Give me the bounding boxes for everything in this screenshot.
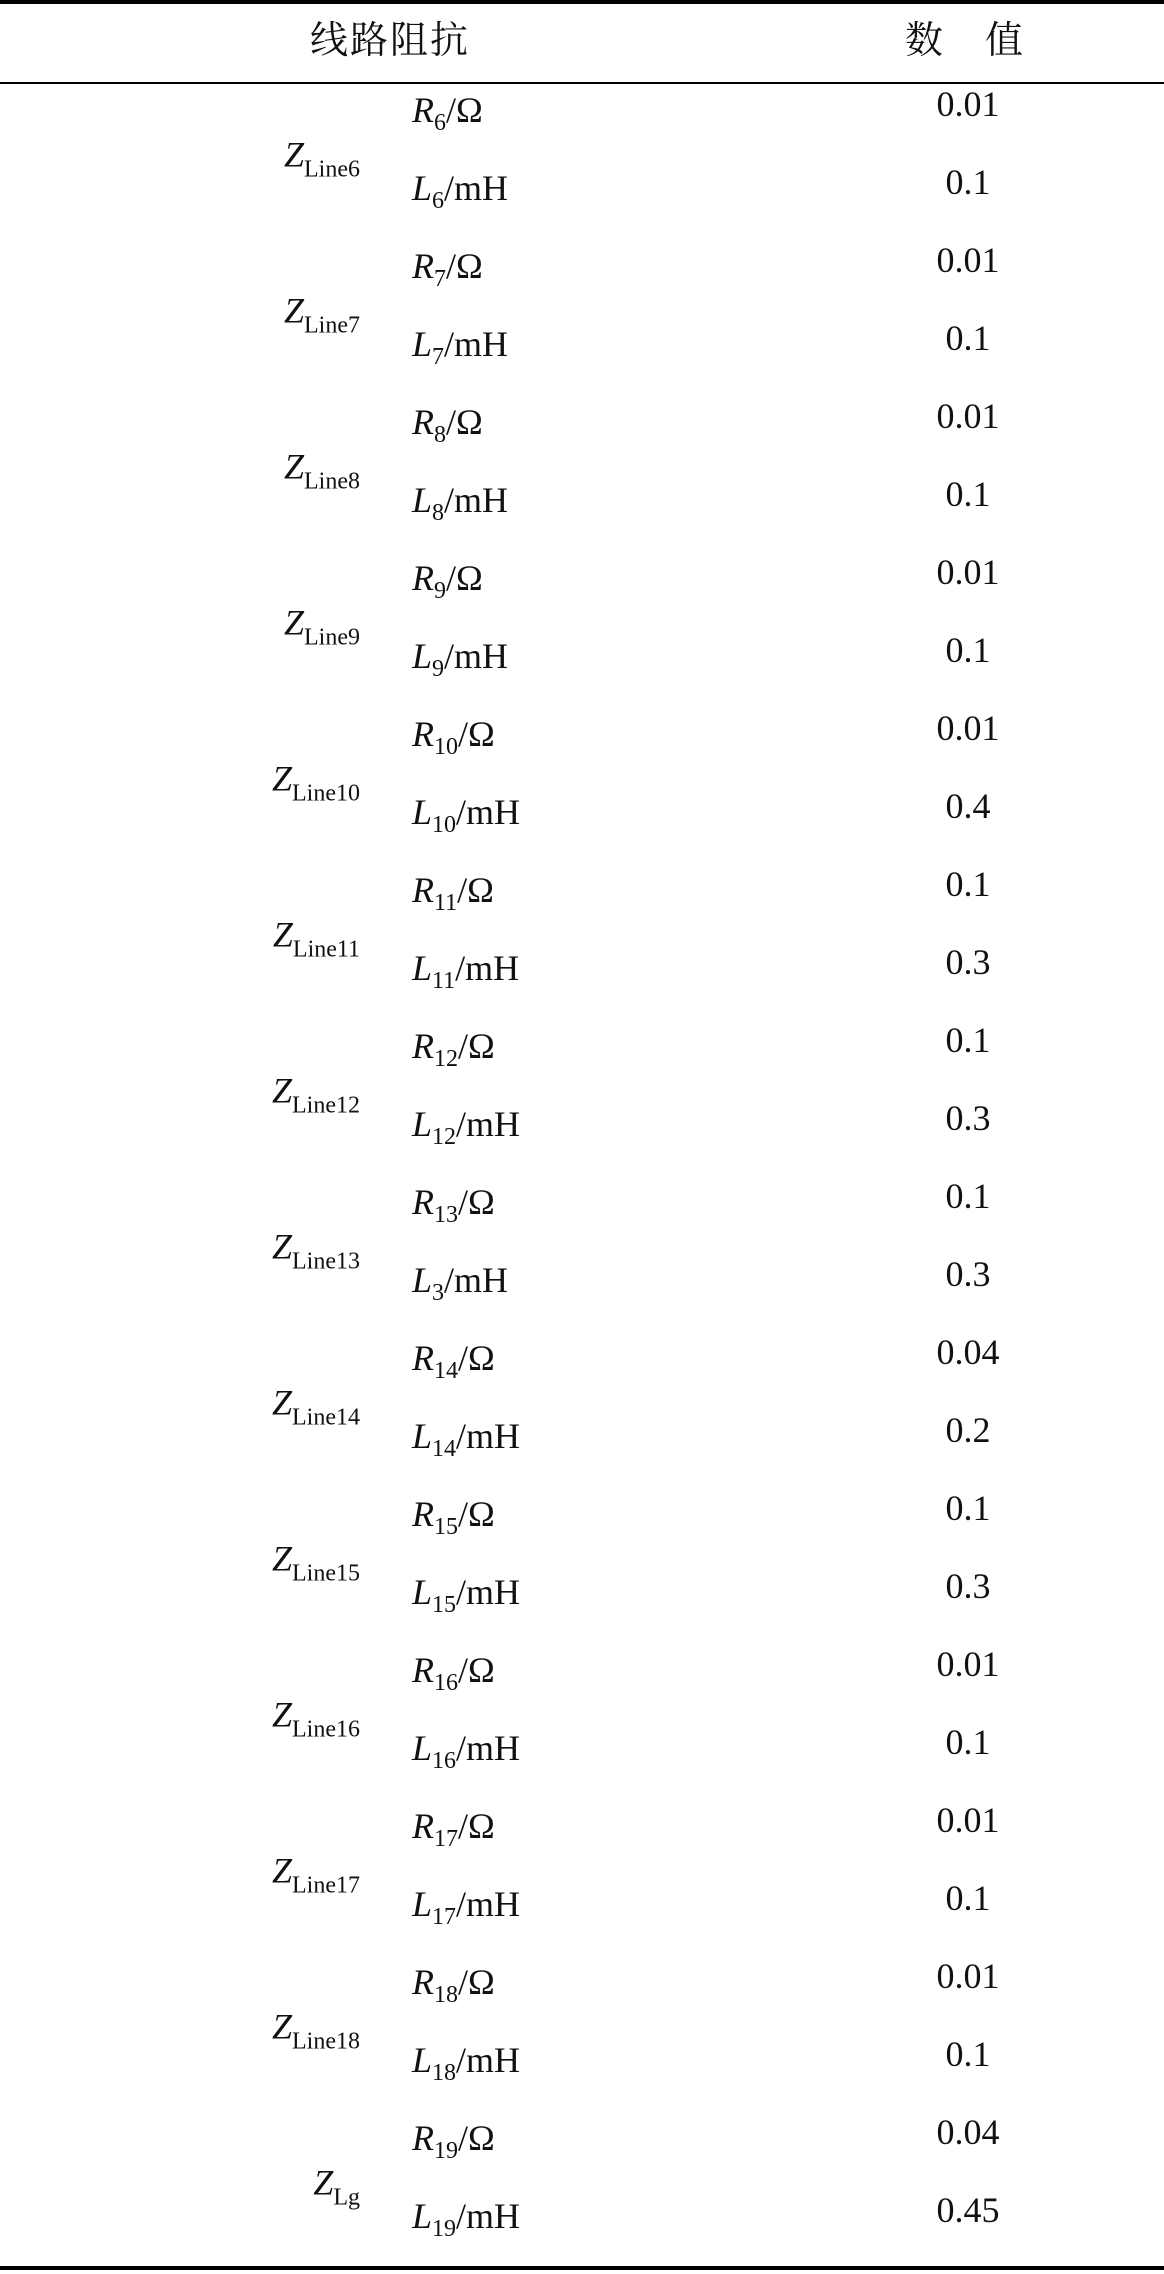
inductance-unit: /mH xyxy=(444,324,509,364)
line-impedance-label xyxy=(0,1383,360,1438)
inductance-symbol: L xyxy=(412,2196,433,2236)
resistance-symbol: R xyxy=(412,90,434,130)
table-row-group xyxy=(0,1956,1164,2112)
line-impedance-label xyxy=(0,447,360,502)
inductance-unit: /mH xyxy=(456,1572,521,1612)
inductance-subscript: 18 xyxy=(432,2060,457,2086)
table-row-group xyxy=(0,1176,1164,1332)
impedance-symbol: Z xyxy=(271,1070,293,1111)
inductance-unit: /mH xyxy=(456,1728,521,1768)
resistance-param xyxy=(412,246,712,299)
line-subscript: Line14 xyxy=(292,1404,360,1431)
impedance-symbol: Z xyxy=(271,758,293,799)
inductance-value: 0.1 xyxy=(945,318,991,358)
resistance-subscript: 16 xyxy=(434,1670,458,1696)
inductance-param xyxy=(412,1260,712,1313)
table-header xyxy=(0,0,1164,82)
resistance-subscript: 19 xyxy=(434,2138,458,2164)
line-subscript: Line9 xyxy=(304,624,360,651)
inductance-param xyxy=(412,2196,712,2249)
resistance-symbol: R xyxy=(412,1806,434,1846)
resistance-symbol: R xyxy=(412,1494,434,1534)
inductance-symbol: L xyxy=(412,480,433,520)
table-row-group xyxy=(0,1020,1164,1176)
inductance-symbol: L xyxy=(412,948,433,988)
inductance-symbol: L xyxy=(412,324,433,364)
resistance-value: 0.1 xyxy=(945,1020,991,1060)
line-impedance-label xyxy=(0,603,360,658)
resistance-subscript: 9 xyxy=(434,578,446,604)
inductance-param xyxy=(412,1104,712,1157)
inductance-value: 0.1 xyxy=(945,1722,991,1762)
impedance-symbol: Z xyxy=(271,1694,293,1735)
line-subscript: Line13 xyxy=(292,1248,360,1275)
inductance-subscript: 10 xyxy=(432,812,457,838)
inductance-symbol: L xyxy=(412,1416,433,1456)
table-row-group xyxy=(0,1332,1164,1488)
inductance-param xyxy=(412,168,712,221)
line-subscript: Lg xyxy=(333,2184,360,2211)
resistance-value: 0.04 xyxy=(936,1332,1000,1372)
inductance-value: 0.1 xyxy=(945,630,991,670)
resistance-param xyxy=(412,402,712,455)
impedance-symbol: Z xyxy=(271,2006,293,2047)
resistance-subscript: 10 xyxy=(434,734,458,760)
inductance-param xyxy=(412,324,712,377)
resistance-subscript: 15 xyxy=(434,1514,458,1540)
inductance-symbol: L xyxy=(412,2040,433,2080)
line-subscript: Line16 xyxy=(292,1716,360,1743)
resistance-symbol: R xyxy=(412,870,434,910)
table-row-group xyxy=(0,864,1164,1020)
resistance-unit: /Ω xyxy=(458,1338,495,1378)
table-bottom-rule xyxy=(0,2266,1164,2270)
line-subscript: Line6 xyxy=(304,156,360,183)
line-subscript: Line18 xyxy=(292,2028,360,2055)
resistance-unit: /Ω xyxy=(458,1650,495,1690)
resistance-unit: /Ω xyxy=(446,402,483,442)
resistance-subscript: 13 xyxy=(434,1202,458,1228)
inductance-unit: /mH xyxy=(444,1260,509,1300)
line-impedance-label xyxy=(0,2007,360,2062)
resistance-unit: /Ω xyxy=(458,1806,495,1846)
inductance-unit: /mH xyxy=(456,792,521,832)
resistance-subscript: 7 xyxy=(434,266,446,292)
resistance-param xyxy=(412,1962,712,2015)
table-row-group xyxy=(0,2112,1164,2268)
inductance-unit: /mH xyxy=(456,2040,521,2080)
resistance-unit: /Ω xyxy=(458,714,495,754)
line-impedance-label xyxy=(0,759,360,814)
resistance-subscript: 8 xyxy=(434,422,446,448)
table-row-group xyxy=(0,708,1164,864)
resistance-subscript: 18 xyxy=(434,1982,458,2008)
inductance-subscript: 19 xyxy=(432,2216,457,2242)
resistance-param xyxy=(412,2118,712,2171)
header-line-impedance: 线路阻抗 xyxy=(309,20,470,62)
inductance-param xyxy=(412,480,712,533)
table-row-group xyxy=(0,1800,1164,1956)
line-impedance-label xyxy=(0,1851,360,1906)
impedance-symbol: Z xyxy=(271,1850,293,1891)
resistance-symbol: R xyxy=(412,558,434,598)
resistance-symbol: R xyxy=(412,1026,434,1066)
resistance-subscript: 14 xyxy=(434,1358,458,1384)
impedance-symbol: Z xyxy=(283,602,305,643)
header-value: 数 值 xyxy=(904,20,1025,62)
impedance-symbol: Z xyxy=(313,2162,334,2203)
line-subscript: Line12 xyxy=(292,1092,360,1119)
line-subscript: Line8 xyxy=(304,468,360,495)
inductance-param xyxy=(412,2040,712,2093)
inductance-unit: /mH xyxy=(456,1416,521,1456)
resistance-unit: /Ω xyxy=(457,870,494,910)
resistance-unit: /Ω xyxy=(458,1026,495,1066)
resistance-param xyxy=(412,558,712,611)
line-impedance-label xyxy=(0,135,360,190)
table-row-group xyxy=(0,240,1164,396)
inductance-param xyxy=(412,636,712,689)
inductance-value: 0.3 xyxy=(945,942,991,982)
line-subscript: Line10 xyxy=(292,780,360,807)
table-row-group xyxy=(0,1488,1164,1644)
inductance-subscript: 6 xyxy=(432,188,445,214)
resistance-symbol: R xyxy=(412,1962,434,2002)
resistance-param xyxy=(412,870,712,923)
inductance-param xyxy=(412,792,712,845)
inductance-symbol: L xyxy=(412,1572,433,1612)
resistance-value: 0.1 xyxy=(945,864,991,904)
resistance-symbol: R xyxy=(412,1182,434,1222)
resistance-unit: /Ω xyxy=(446,558,483,598)
inductance-symbol: L xyxy=(412,1728,433,1768)
inductance-subscript: 12 xyxy=(432,1124,457,1150)
impedance-symbol: Z xyxy=(271,1382,293,1423)
line-impedance-label xyxy=(0,1695,360,1750)
line-impedance-label xyxy=(0,291,360,346)
resistance-param xyxy=(412,714,712,767)
resistance-param xyxy=(412,1026,712,1079)
table-row-group xyxy=(0,552,1164,708)
resistance-subscript: 12 xyxy=(434,1046,458,1072)
inductance-subscript: 16 xyxy=(432,1748,457,1774)
inductance-subscript: 7 xyxy=(432,344,445,370)
table-row-group xyxy=(0,1644,1164,1800)
resistance-symbol: R xyxy=(412,714,434,754)
resistance-value: 0.01 xyxy=(936,240,1000,280)
inductance-symbol: L xyxy=(412,1884,433,1924)
resistance-param xyxy=(412,1494,712,1547)
line-impedance-label xyxy=(0,1539,360,1594)
resistance-param xyxy=(412,90,712,143)
resistance-value: 0.1 xyxy=(945,1176,991,1216)
inductance-value: 0.1 xyxy=(945,474,991,514)
inductance-value: 0.3 xyxy=(945,1566,991,1606)
resistance-subscript: 11 xyxy=(434,890,458,916)
inductance-value: 0.3 xyxy=(945,1254,991,1294)
resistance-subscript: 17 xyxy=(434,1826,458,1852)
resistance-unit: /Ω xyxy=(458,2118,495,2158)
table-body xyxy=(0,84,1164,2268)
resistance-symbol: R xyxy=(412,246,434,286)
inductance-param xyxy=(412,948,712,1001)
inductance-value: 0.1 xyxy=(945,162,991,202)
inductance-param xyxy=(412,1884,712,1937)
inductance-value: 0.45 xyxy=(936,2190,1000,2230)
resistance-unit: /Ω xyxy=(458,1182,495,1222)
resistance-value: 0.01 xyxy=(936,1956,1000,1996)
inductance-subscript: 15 xyxy=(432,1592,457,1618)
impedance-symbol: Z xyxy=(272,914,293,955)
resistance-value: 0.01 xyxy=(936,708,1000,748)
inductance-subscript: 11 xyxy=(432,968,456,994)
resistance-unit: /Ω xyxy=(458,1962,495,2002)
resistance-value: 0.01 xyxy=(936,396,1000,436)
table-row-group xyxy=(0,396,1164,552)
line-impedance-label xyxy=(0,2163,360,2218)
inductance-param xyxy=(412,1572,712,1625)
impedance-symbol: Z xyxy=(271,1226,293,1267)
inductance-param xyxy=(412,1728,712,1781)
inductance-symbol: L xyxy=(412,636,433,676)
inductance-value: 0.3 xyxy=(945,1098,991,1138)
impedance-symbol: Z xyxy=(283,290,305,331)
inductance-subscript: 9 xyxy=(432,656,445,682)
inductance-unit: /mH xyxy=(444,480,509,520)
inductance-param xyxy=(412,1416,712,1469)
impedance-symbol: Z xyxy=(283,134,305,175)
inductance-subscript: 8 xyxy=(432,500,445,526)
impedance-symbol: Z xyxy=(283,446,305,487)
inductance-unit: /mH xyxy=(456,1104,521,1144)
resistance-symbol: R xyxy=(412,402,434,442)
inductance-symbol: L xyxy=(412,1104,433,1144)
inductance-subscript: 3 xyxy=(432,1280,445,1306)
resistance-param xyxy=(412,1182,712,1235)
inductance-unit: /mH xyxy=(456,2196,521,2236)
inductance-symbol: L xyxy=(412,792,433,832)
resistance-symbol: R xyxy=(412,1338,434,1378)
resistance-unit: /Ω xyxy=(458,1494,495,1534)
line-impedance-label xyxy=(0,1071,360,1126)
inductance-symbol: L xyxy=(412,1260,433,1300)
line-impedance-label xyxy=(0,1227,360,1282)
resistance-symbol: R xyxy=(412,1650,434,1690)
line-subscript: Line11 xyxy=(292,936,360,963)
inductance-subscript: 14 xyxy=(432,1436,457,1462)
inductance-subscript: 17 xyxy=(432,1904,457,1930)
resistance-symbol: R xyxy=(412,2118,434,2158)
resistance-value: 0.1 xyxy=(945,1488,991,1528)
inductance-unit: /mH xyxy=(455,948,520,988)
line-subscript: Line15 xyxy=(292,1560,360,1587)
resistance-param xyxy=(412,1806,712,1859)
inductance-value: 0.1 xyxy=(945,2034,991,2074)
impedance-symbol: Z xyxy=(271,1538,293,1579)
inductance-value: 0.1 xyxy=(945,1878,991,1918)
line-subscript: Line7 xyxy=(304,312,360,339)
resistance-subscript: 6 xyxy=(434,110,446,136)
line-subscript: Line17 xyxy=(292,1872,360,1899)
resistance-unit: /Ω xyxy=(446,90,483,130)
resistance-value: 0.01 xyxy=(936,552,1000,592)
inductance-value: 0.2 xyxy=(945,1410,991,1450)
resistance-unit: /Ω xyxy=(446,246,483,286)
resistance-value: 0.01 xyxy=(936,1800,1000,1840)
inductance-symbol: L xyxy=(412,168,433,208)
inductance-unit: /mH xyxy=(456,1884,521,1924)
resistance-value: 0.01 xyxy=(936,84,1000,124)
inductance-unit: /mH xyxy=(444,168,509,208)
table-row-group xyxy=(0,84,1164,240)
resistance-param xyxy=(412,1650,712,1703)
line-impedance-label xyxy=(0,915,360,970)
resistance-value: 0.04 xyxy=(936,2112,1000,2152)
inductance-value: 0.4 xyxy=(945,786,991,826)
inductance-unit: /mH xyxy=(444,636,509,676)
resistance-param xyxy=(412,1338,712,1391)
resistance-value: 0.01 xyxy=(936,1644,1000,1684)
